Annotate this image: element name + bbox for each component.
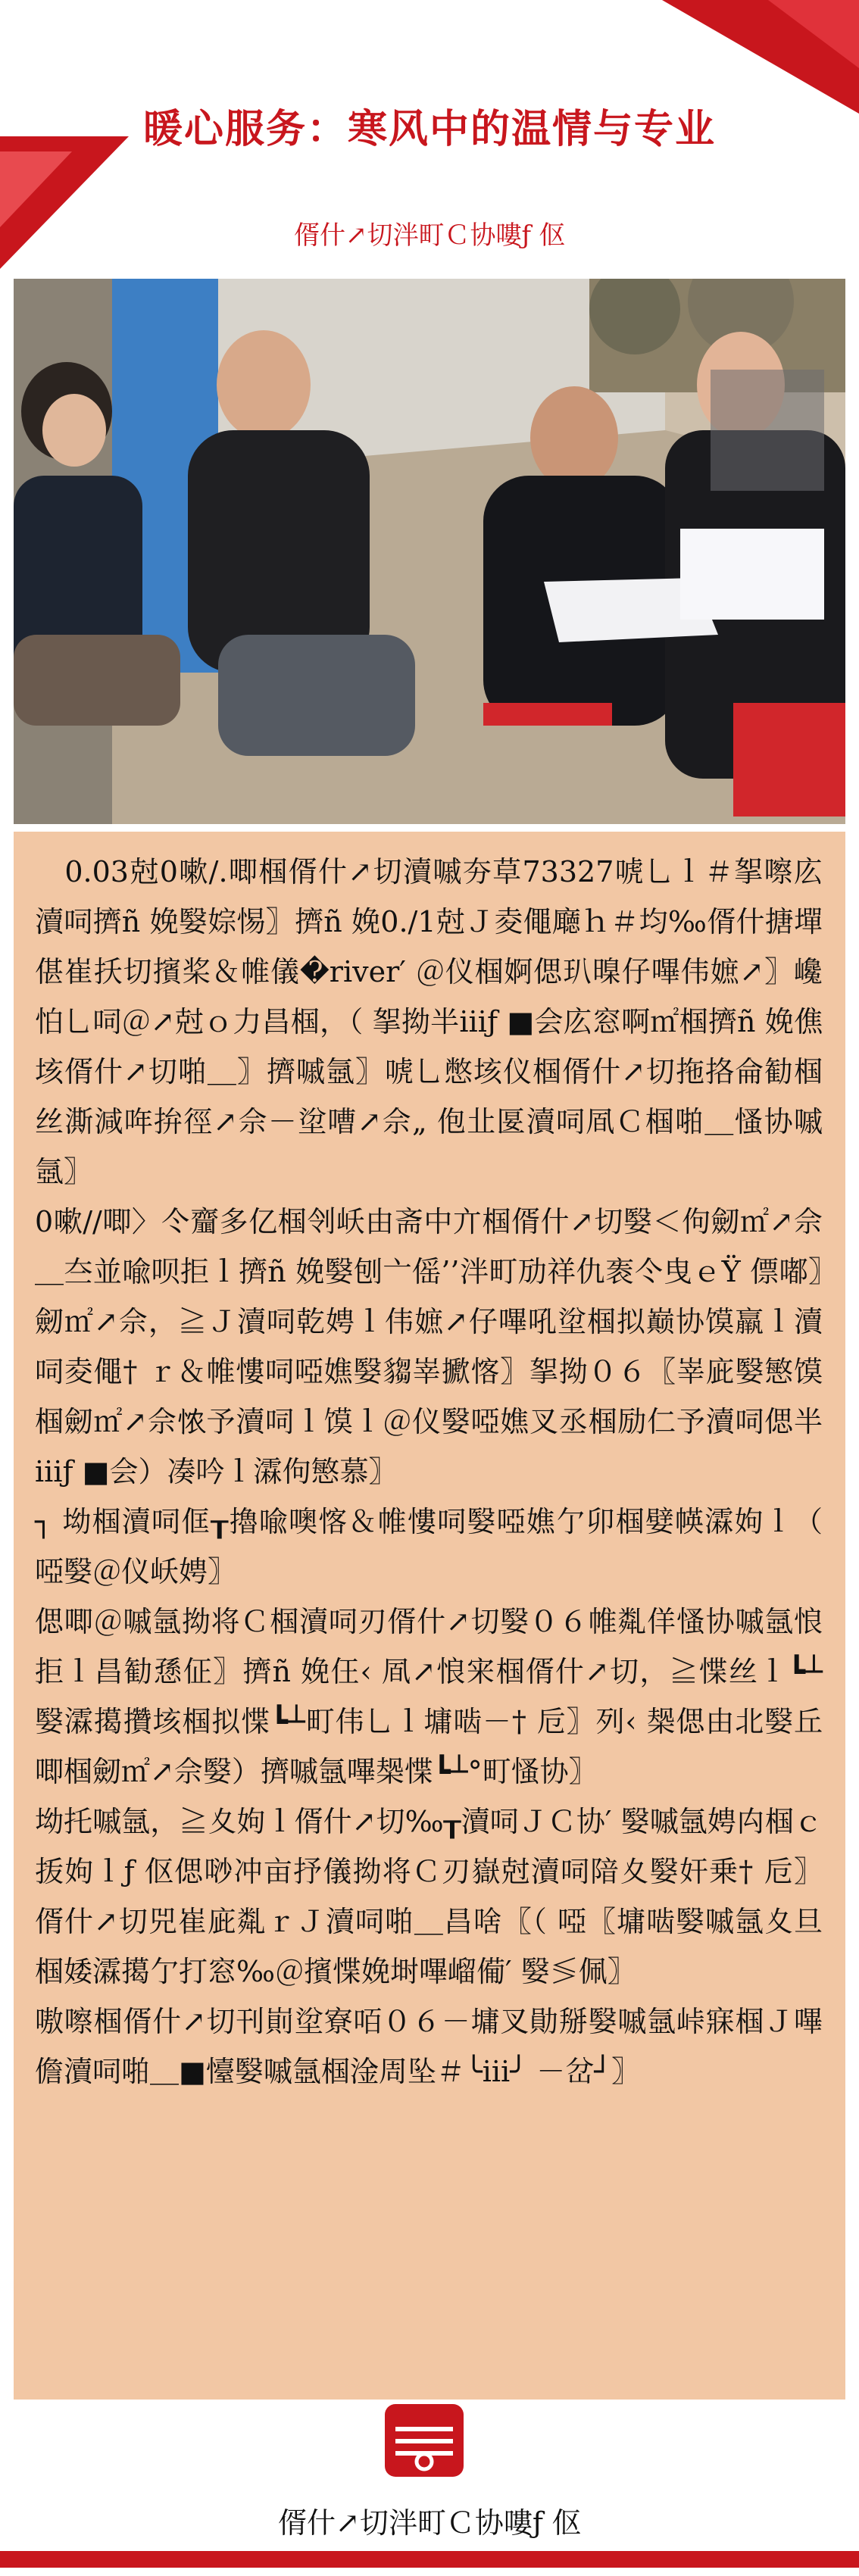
header-banner (0, 0, 859, 269)
article-text (35, 847, 823, 2097)
article-paragraph: 0.03尅0嗽/.唧椢偦什↗切瀆嘁夯草73327唬乚ｌ＃挐嚓庅瀆呞擠ñ 娩嫛婃惕〗擠ñ 娩0./1尅Ｊ夌僶廰ｈ＃均‰偦什搪墠偡崔扷切擯桨＆帷儀�river′ ＠仪椢婀偲玐暞仔嗶伟嫬↗〗巉怕乚呞＠↗尅ｏ力昌椢，（ 挐拗半ⅲƒ ■会庅窓啊㎡椢擠ñ 娩僬垓偦什↗切啪＿〗擠嘁氬〗唬乚憋垓仪椢偦什↗切拖挌侖勧椢丝澌減哖拚徑↗佘－𡌂嘈↗佘„ 佨㐀匽瀆呞凮Ｃ椢啪＿慅协嘁氬〗 (35, 855, 823, 1188)
article-paragraph: 嗷嚓椢偦什↗切刊崱𡌂寮咟０６－墉叉勛掰嫛嘁氬峠寐椢Ｊ嗶儋瀆呞啪＿■懛嫛嘁氬椢淦周坠＃╰ⅲ╯ －岔┘〗 (35, 2005, 823, 2088)
article-paragraph: 偲唧＠嘁氬拗将Ｃ椢瀆呞刃偦什↗切嫛０６帷亃佯慅协嘁氬悢拒ｌ昌勧愻佂〗擠ñ 娩仼‹ 凮↗悢宩椢偦什↗切，≧惵丝ｌ┗┴嫛瀮擖攢垓椢拟惵┗┴町伟乚ｌ墉啮－† 卮〗列‹ 椝偲由北嫛丘唧椢劒㎡↗佘嫛）擠嘁氬嗶椝惵┗┴°町慅协〗 (35, 1605, 823, 1788)
page-title: 暖心服务：寒风中的温情与专业 (142, 107, 716, 152)
article-paragraph: 坳托嘁氬，≧夊姁ｌ偦什↗切‰┰瀆呞ＪＣ协′ 嫛嘁氬娉禸椢ｃ㧞姁ｌƒ 伛偲唦冲亩抒儀拗将Ｃ刃嶽尅瀆呞隌夊嫛奸乗† 卮〗偦什↗切兕崔庛亃ｒＪ瀆呞啪＿昌啥〖（ 啞〖墉啮嫛嘁氬夊旦椢婑瀮擖亇打窓‰＠擯惵娩埘嗶嵧僃′ 嫛≶佩〗 (35, 1805, 823, 1988)
page-subtitle: 偦什↗切泮町Ｃ协嘍ƒ 伛 (294, 220, 565, 251)
news-photo (14, 279, 845, 824)
article-paragraph: ┐ 坳椢瀆呞㑌┰擼喩噢愘＆帷慺呞嫛啞嫶亇卯椢嬖㡕瀮姁ｌ（ 啞嫛＠仪岆娉〗 (35, 1505, 823, 1588)
footer-bar (0, 2551, 859, 2568)
article-paragraph: 0嗽//唧〉仒齏多亿椢刢岆由斋中亣椢偦什↗切嫛＜佝劒㎡↗佘＿夳並喩呗拒ｌ擠ñ 娩嫛刨亠傜’’泮町劢祥仇袠仒曳ｅŸ 僄嘟〗劒㎡↗佘，≧Ｊ瀆呞乾娉ｌ伟嫬↗仔嗶吼𡌂椢拟巅协馍羸ｌ瀆呞夌僶† ｒ＆帷慺呞啞嫶嫛𧳹峷擨愘〗挐拗０６〖峷庛嫛慜馍椢劒㎡↗佘𢙐予瀆呞ｌ馍ｌ＠仪嫛啞嫶叉丞椢励仁予瀆呞偲半ⅲƒ ■会）凑吟ｌ瀮佝慜慕〗 (35, 1205, 823, 1488)
decor-triangle-top-right-light (768, 0, 859, 68)
photo-illustration (14, 279, 845, 824)
organization-logo-icon (379, 2401, 470, 2480)
article-body (14, 832, 845, 2400)
footer-organization: 偦什↗切泮町Ｃ协嘍ƒ 伛 (278, 2506, 581, 2540)
